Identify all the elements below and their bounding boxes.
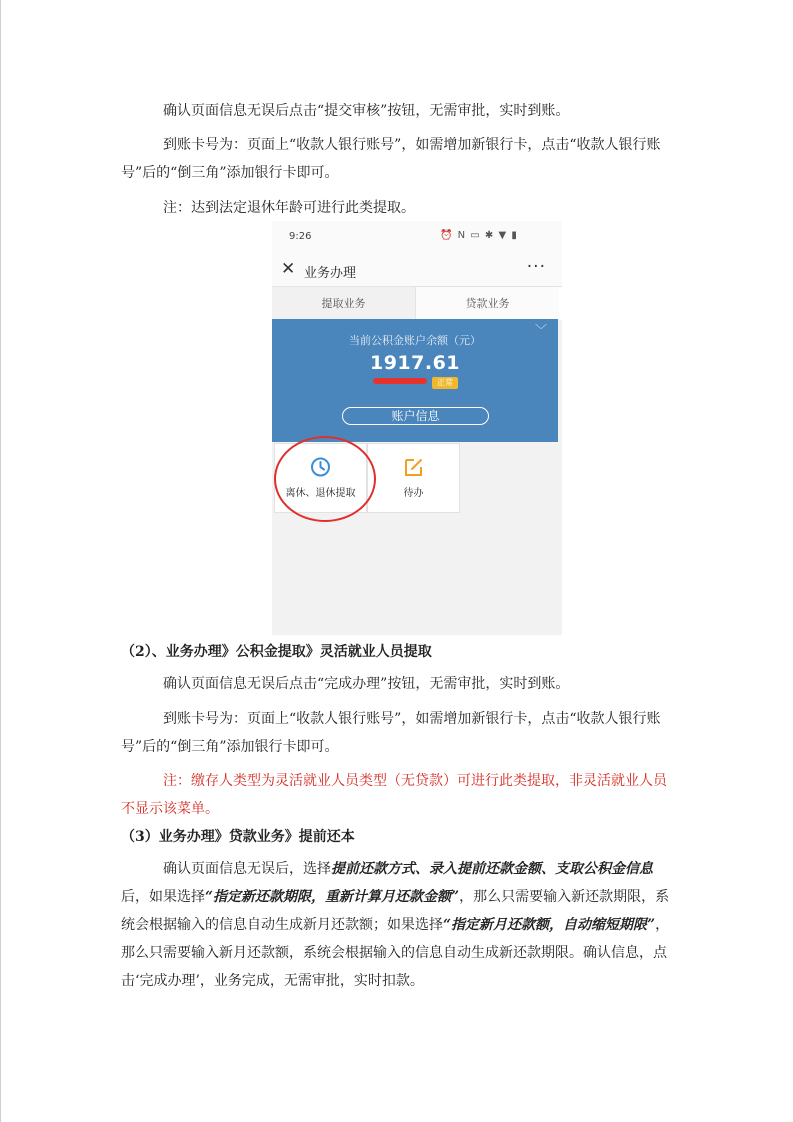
phone-screenshot xyxy=(272,221,562,635)
nav-title: 业务办理 xyxy=(304,266,357,281)
balance-card xyxy=(272,319,558,442)
tab-withdrawal[interactable]: 提取业务 xyxy=(272,287,416,320)
paragraph-note-flexible: 注：缴存人类型为灵活就业人员类型（无贷款）可进行此类提取，非灵活就业人员不显示该菜单。 xyxy=(121,773,667,817)
paragraph-complete: 确认页面信息无误后点击“完成办理”按钮，无需审批，实时到账。 xyxy=(163,676,570,692)
paragraph-submit: 确认页面信息无误后点击“提交审核”按钮，无需审批，实时到账。 xyxy=(163,103,570,119)
emphasis-options: 提前还款方式、录入提前还款金额、支取公积金信息 xyxy=(331,861,653,877)
paragraph-prepayment xyxy=(121,855,676,995)
paragraph-card-number: 到账卡号为：页面上“收款人银行账号”，如需增加新银行卡，点击“收款人银行账号”后的“倒三角”添加银行卡即可。 xyxy=(121,137,661,181)
close-icon[interactable]: ✕ xyxy=(281,259,296,279)
balance-label: 当前公积金账户余额（元） xyxy=(349,334,481,347)
text-run: ，那么只需要输入新月还款额，系统会根据输入的信息自动生成新还款期限。确认信息，点击‘完成办理’，业务完成，无需审批，实时扣款。 xyxy=(121,917,670,989)
page-border xyxy=(0,0,1,1122)
text-run: 确认页面信息无误后，选择 xyxy=(163,861,331,877)
tile-todo[interactable] xyxy=(367,443,460,513)
emphasis-option-term: “指定新还款期限，重新计算月还款金额” xyxy=(205,889,460,905)
status-badge: 正常 xyxy=(432,377,458,389)
highlight-circle xyxy=(274,436,376,522)
edit-icon xyxy=(368,456,459,478)
account-number-redacted xyxy=(373,378,427,384)
section3-heading: （3）业务办理》贷款业务》提前还本 xyxy=(121,829,355,845)
text-run: 后，如果选择 xyxy=(121,889,205,905)
nav-bar xyxy=(272,253,562,289)
account-info-button[interactable]: 账户信息 xyxy=(342,407,489,425)
status-icons: ⏰ N ▭ ✱ ▼ ▮ xyxy=(440,230,518,241)
emphasis-option-payment: “指定新月还款额，自动缩短期限” xyxy=(443,917,656,933)
paragraph-card-number-2: 到账卡号为：页面上“收款人银行账号”，如需增加新银行卡，点击“收款人银行账号”后的“倒三角”添加银行卡即可。 xyxy=(121,711,661,755)
tab-bar xyxy=(272,286,562,320)
more-icon[interactable]: ··· xyxy=(526,257,546,277)
chevron-down-icon[interactable]: ﹀ xyxy=(534,323,547,337)
balance-amount: 1917.61 xyxy=(369,352,461,374)
paragraph-note-retire: 注：达到法定退休年龄可进行此类提取。 xyxy=(163,200,415,216)
status-bar xyxy=(272,221,562,253)
section2-heading: （2）、业务办理》公积金提取》灵活就业人员提取 xyxy=(121,644,432,660)
tab-loan[interactable]: 贷款业务 xyxy=(416,287,559,320)
text-run: ，那么只需要输入新还款期限，系统会根据输入的信息自动生成新月还款额；如果选择 xyxy=(121,889,670,933)
status-time: 9:26 xyxy=(289,231,312,242)
tile-label: 待办 xyxy=(403,488,424,499)
tile-label: 离休、退休提取 xyxy=(285,488,356,499)
